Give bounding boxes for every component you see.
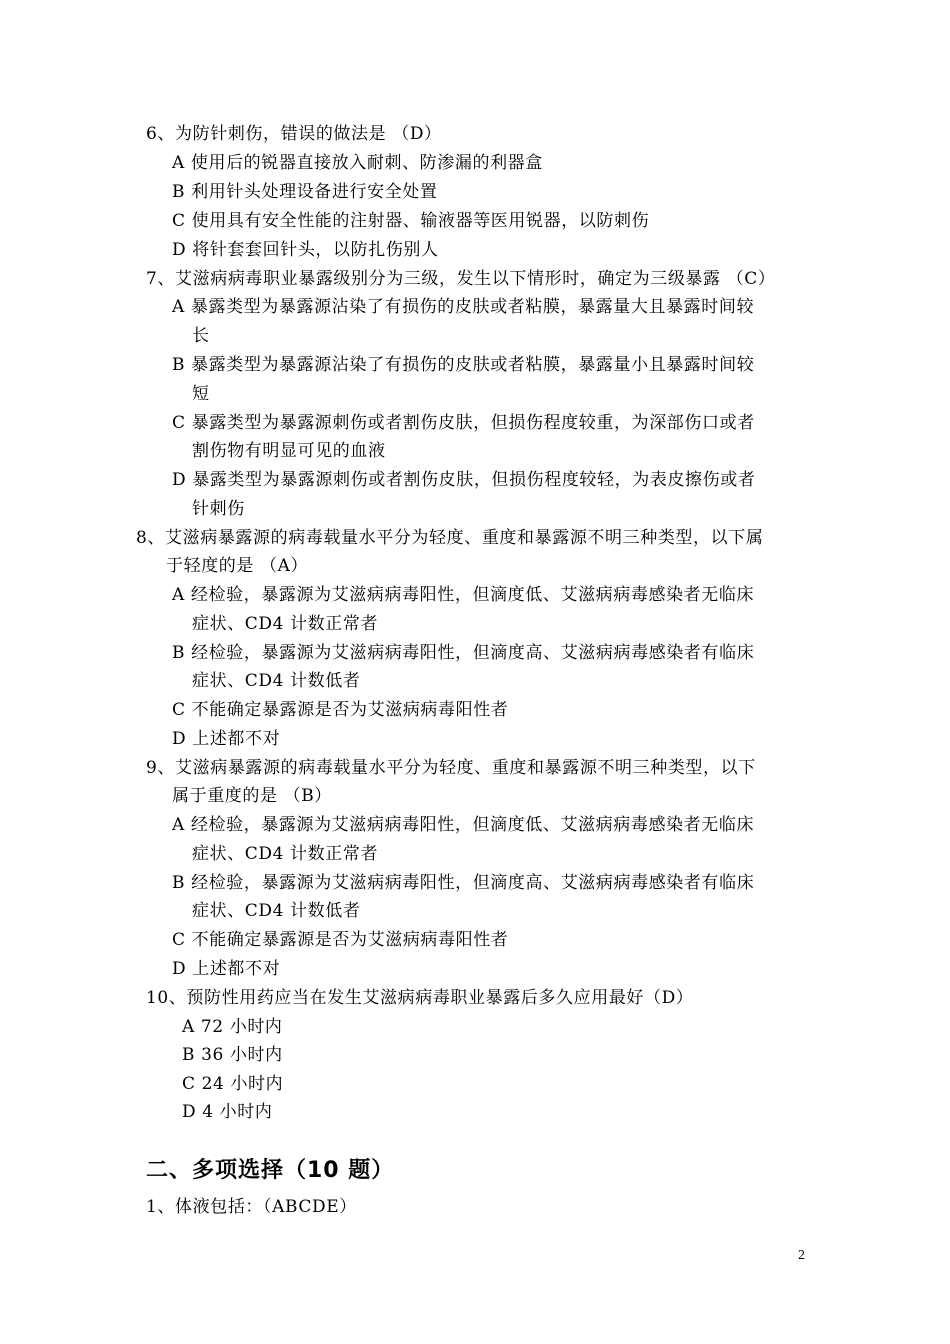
page-number: 2 [798, 1248, 805, 1263]
question-9-option-a-cont: 症状、CD4 计数正常者 [192, 844, 379, 864]
question-8-option-b: B 经检验，暴露源为艾滋病病毒阳性，但滴度高、艾滋病病毒感染者有临床 [172, 643, 755, 663]
question-10-option-c: C 24 小时内 [182, 1074, 284, 1094]
question-7-option-a: A 暴露类型为暴露源沾染了有损伤的皮肤或者粘膜，暴露量大且暴露时间较 [172, 297, 755, 317]
section-heading-multiple-choice: 二、多项选择（10 题） [146, 1158, 395, 1183]
question-7-option-b-cont: 短 [192, 384, 210, 404]
question-9-stem: 9、艾滋病暴露源的病毒载量水平分为轻度、重度和暴露源不明三种类型，以下 [146, 758, 756, 778]
question-9-option-b-cont: 症状、CD4 计数低者 [192, 901, 361, 921]
question-6-option-b: B 利用针头处理设备进行安全处置 [172, 182, 438, 202]
question-8-option-a-cont: 症状、CD4 计数正常者 [192, 614, 379, 634]
question-9-option-c: C 不能确定暴露源是否为艾滋病病毒阳性者 [172, 930, 509, 950]
question-8-option-a: A 经检验，暴露源为艾滋病病毒阳性，但滴度低、艾滋病病毒感染者无临床 [172, 585, 755, 605]
question-9-option-a: A 经检验，暴露源为艾滋病病毒阳性，但滴度低、艾滋病病毒感染者无临床 [172, 815, 755, 835]
question-8-stem: 8、艾滋病暴露源的病毒载量水平分为轻度、重度和暴露源不明三种类型，以下属 [136, 528, 764, 548]
question-7-option-c: C 暴露类型为暴露源刺伤或者割伤皮肤，但损伤程度较重，为深部伤口或者 [172, 413, 755, 433]
question-10-option-d: D 4 小时内 [182, 1102, 273, 1122]
question-10-option-a: A 72 小时内 [182, 1017, 283, 1037]
question-8-stem-cont: 于轻度的是 （A） [166, 556, 309, 576]
question-7-stem: 7、艾滋病病毒职业暴露级别分为三级，发生以下情形时，确定为三级暴露 （C） [146, 269, 776, 289]
question-10-stem: 10、预防性用药应当在发生艾滋病病毒职业暴露后多久应用最好（D） [146, 988, 694, 1008]
question-8-option-d: D 上述都不对 [172, 729, 281, 749]
question-7-option-d-cont: 针刺伤 [192, 499, 245, 519]
question-6-option-a: A 使用后的锐器直接放入耐刺、防渗漏的利器盒 [172, 153, 543, 173]
question-8-option-c: C 不能确定暴露源是否为艾滋病病毒阳性者 [172, 700, 509, 720]
question-7-option-a-cont: 长 [192, 326, 210, 346]
question-7-option-b: B 暴露类型为暴露源沾染了有损伤的皮肤或者粘膜，暴露量小且暴露时间较 [172, 355, 755, 375]
question-6-option-d: D 将针套套回针头，以防扎伤别人 [172, 240, 439, 260]
question-9-option-d: D 上述都不对 [172, 959, 281, 979]
question-7-option-c-cont: 割伤物有明显可见的血液 [192, 441, 386, 461]
question-9-option-b: B 经检验，暴露源为艾滋病病毒阳性，但滴度高、艾滋病病毒感染者有临床 [172, 873, 755, 893]
question-6-option-c: C 使用具有安全性能的注射器、输液器等医用锐器，以防刺伤 [172, 211, 650, 231]
question-6-stem: 6、为防针刺伤，错误的做法是 （D） [146, 124, 442, 144]
question-10-option-b: B 36 小时内 [182, 1045, 283, 1065]
question-7-option-d: D 暴露类型为暴露源刺伤或者割伤皮肤，但损伤程度较轻，为表皮擦伤或者 [172, 470, 756, 490]
question-9-stem-cont: 属于重度的是 （B） [172, 786, 332, 806]
question-8-option-b-cont: 症状、CD4 计数低者 [192, 671, 361, 691]
section-2-question-1-stem: 1、体液包括：（ABCDE） [146, 1197, 357, 1217]
